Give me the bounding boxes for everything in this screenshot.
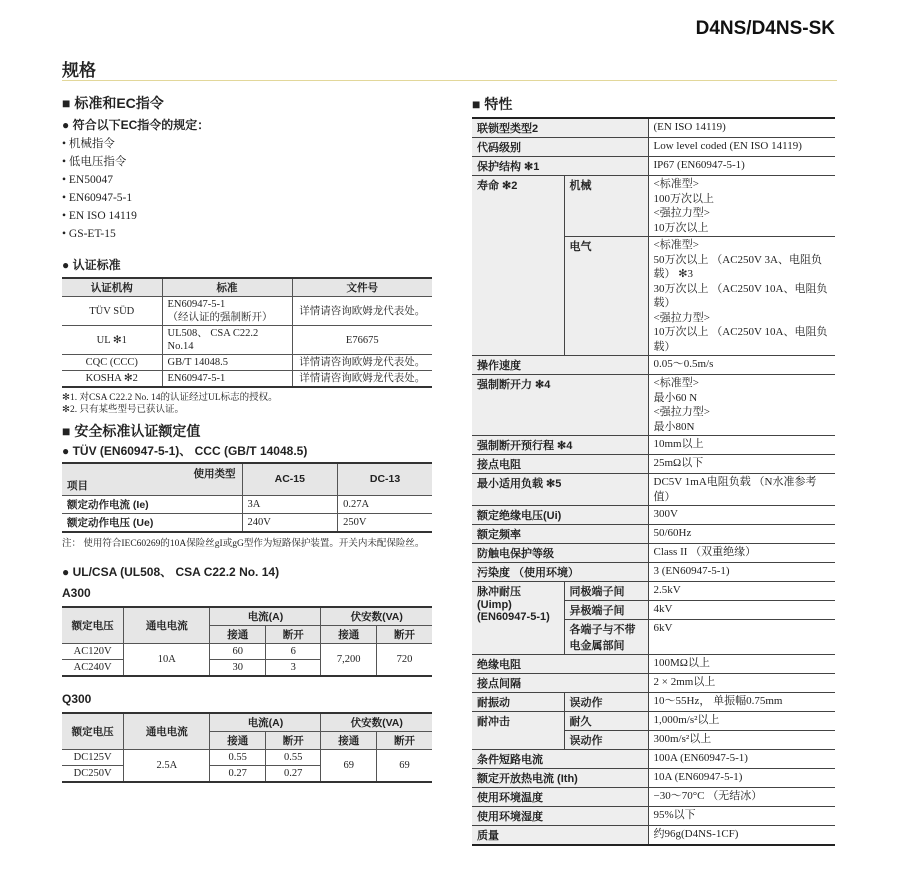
ec-list (62, 135, 434, 243)
spec-row (472, 436, 835, 455)
cert-column-header: 标准 (162, 278, 292, 297)
spec-sublabel: 误动作 (564, 731, 648, 750)
table-row (62, 495, 432, 513)
break-header: 断开 (265, 731, 321, 749)
ec-list-item: • EN ISO 14119 (62, 210, 137, 222)
spec-value: 10～55Hz， 单振幅0.75mm (648, 693, 835, 712)
cert-cell: 详情请咨询欧姆龙代表处。 (292, 355, 432, 371)
spec-value: 4kV (648, 601, 835, 620)
tuv-row-label: 额定动作电压 (Ue) (62, 513, 242, 532)
spec-value: 2.5kV (648, 582, 835, 601)
ul-cell: 30 (210, 659, 266, 676)
cert-table (62, 277, 432, 388)
spec-label: 操作速度 (472, 356, 648, 375)
spec-row (472, 655, 835, 674)
spec-label: 寿命 ✻2 (472, 176, 564, 356)
ul-cell: DC250V (62, 765, 124, 782)
cert-heading: ● 认证标准 (62, 258, 121, 272)
tuv-corner-header (62, 463, 242, 495)
safety-heading: ■ 安全标准认证额定值 (62, 423, 201, 439)
ampere-header: 电流(A) (210, 713, 321, 732)
ul-cell: 3 (265, 659, 321, 676)
spec-row (472, 788, 835, 807)
cert-cell: 详情请咨询欧姆龙代表处。 (292, 297, 432, 326)
spec-label: 联锁型类型2 (472, 118, 648, 138)
spec-label: 耐冲击 (472, 712, 564, 750)
spec-label: 质量 (472, 826, 648, 846)
fuse-note: 注： 使用符合IEC60269的10A保险丝gI或gG型作为短路保护装置。开关内未配保险丝。 (62, 538, 425, 549)
spec-sublabel: 各端子与不带电金属部间 (564, 620, 648, 655)
ec-list-item: • EN60947-5-1 (62, 192, 133, 204)
spec-row (472, 674, 835, 693)
spec-value: <标准型> 50万次以上 （AC250V 3A、电阻负载） ✻3 30万次以上 （AC250V 10A、电阻负载） <强拉力型> 10万次以上 （AC250V 10A、电阻负载） (648, 237, 835, 356)
spec-value: 2 × 2mm以上 (648, 674, 835, 693)
table-row (62, 326, 432, 355)
cert-notes (62, 392, 434, 416)
make-header: 接通 (210, 625, 266, 643)
cert-cell: GB/T 14048.5 (162, 355, 292, 371)
spec-value: 50/60Hz (648, 525, 835, 544)
model-name: D4NS/D4NS-SK (695, 18, 835, 39)
spec-sublabel: 异极端子间 (564, 601, 648, 620)
table-row (62, 513, 432, 532)
ampere-header: 电流(A) (210, 607, 321, 626)
spec-label: 额定绝缘电压(Ui) (472, 506, 648, 525)
spec-value: 25mΩ以下 (648, 455, 835, 474)
spec-value: 6kV (648, 620, 835, 655)
table-row (62, 371, 432, 388)
tuv-header-row (62, 463, 432, 495)
break-header: 断开 (376, 625, 432, 643)
spec-value: 约96g(D4NS-1CF) (648, 826, 835, 846)
table-row (62, 297, 432, 326)
ec-list-item: • 机械指令 (62, 138, 115, 150)
spec-row (472, 356, 835, 375)
table-row (62, 643, 432, 659)
ul-table (62, 712, 432, 783)
spec-value: −30～70°C （无结冰） (648, 788, 835, 807)
spec-value: 3 (EN60947-5-1) (648, 563, 835, 582)
make-header: 接通 (321, 625, 377, 643)
ec-subheading: ● 符合以下EC指令的规定： (62, 118, 210, 132)
spec-row (472, 157, 835, 176)
spec-table (472, 117, 835, 846)
cert-cell: EN60947-5-1 (162, 371, 292, 388)
spec-label: 条件短路电流 (472, 750, 648, 769)
spec-label: 脉冲耐压 (Uimp) (EN60947-5-1) (472, 582, 564, 655)
tuv-table-wrap (62, 462, 434, 533)
cert-table-wrap (62, 277, 434, 388)
ul-cell: 0.55 (210, 749, 266, 765)
spec-value: <标准型> 100万次以上 <强拉力型> 10万次以上 (648, 176, 835, 237)
spec-row (472, 563, 835, 582)
break-header: 断开 (376, 731, 432, 749)
spec-value: DC5V 1mA电阻负载 （N水准参考值） (648, 474, 835, 506)
tuv-row-label: 额定动作电流 (Ie) (62, 495, 242, 513)
ul-cell: 0.27 (210, 765, 266, 782)
make-header: 接通 (321, 731, 377, 749)
a300-wrap (62, 585, 434, 677)
ec-list-item: • EN50047 (62, 174, 113, 186)
rated-voltage-header: 额定电压 (62, 607, 124, 644)
left-column (62, 94, 434, 783)
ul-cell: AC240V (62, 659, 124, 676)
cert-cell: 详情请咨询欧姆龙代表处。 (292, 371, 432, 388)
ul-heading: ● UL/CSA (UL508、 CSA C22.2 No. 14) (62, 564, 280, 579)
ul-cell: 69 (321, 749, 377, 782)
spec-row (472, 693, 835, 712)
cert-column-header: 认证机构 (62, 278, 162, 297)
ul-cell: 720 (376, 643, 432, 676)
cert-header-row (62, 278, 432, 297)
spec-label: 使用环境温度 (472, 788, 648, 807)
spec-row (472, 544, 835, 563)
ul-table (62, 606, 432, 677)
tuv-heading: ● TÜV (EN60947-5-1)、 CCC (GB/T 14048.5) (62, 444, 308, 458)
ul-cell: 10A (124, 643, 210, 676)
tuv-table (62, 462, 432, 533)
cert-cell: CQC (CCC) (62, 355, 162, 371)
tuv-column-header: DC-13 (338, 463, 432, 495)
ec-list-item: • 低电压指令 (62, 156, 127, 168)
spec-label: 额定开放热电流 (Ith) (472, 769, 648, 788)
spec-row (472, 138, 835, 157)
tuv-value: 240V (242, 513, 338, 532)
spec-row (472, 750, 835, 769)
va-header: 伏安数(VA) (321, 713, 432, 732)
cert-cell: TÜV SÜD (62, 297, 162, 326)
cert-cell: KOSHA ✻2 (62, 371, 162, 388)
rated-voltage-header: 额定电压 (62, 713, 124, 750)
title-divider (62, 80, 837, 81)
spec-value: 10A (EN60947-5-1) (648, 769, 835, 788)
spec-value: 95%以下 (648, 807, 835, 826)
spec-heading: ■ 特性 (472, 96, 513, 112)
usage-type-label: 使用类型 (193, 468, 236, 480)
ul-table-name: A300 (62, 585, 91, 600)
spec-row (472, 826, 835, 846)
spec-label: 强制断开力 ✻4 (472, 375, 648, 436)
tuv-column-header: AC-15 (242, 463, 338, 495)
spec-value: Low level coded (EN ISO 14119) (648, 138, 835, 157)
spec-row (472, 712, 835, 731)
spec-label: 耐振动 (472, 693, 564, 712)
tuv-value: 3A (242, 495, 338, 513)
spec-row (472, 525, 835, 544)
ul-header-row (62, 713, 432, 732)
cert-note: ✻1. 对CSA C22.2 No. 14的认证经过UL标志的授权。 (62, 393, 278, 403)
table-row (62, 355, 432, 371)
ul-cell: 0.55 (265, 749, 321, 765)
spec-label: 使用环境湿度 (472, 807, 648, 826)
spec-sublabel: 同极端子间 (564, 582, 648, 601)
tuv-value: 250V (338, 513, 432, 532)
spec-value: Class II （双重绝缘） (648, 544, 835, 563)
spec-value: 0.05～0.5m/s (648, 356, 835, 375)
page-title: 规格 (62, 61, 96, 80)
spec-row (472, 118, 835, 138)
spec-value: 300m/s²以上 (648, 731, 835, 750)
ul-cell: DC125V (62, 749, 124, 765)
spec-label: 接点电阻 (472, 455, 648, 474)
cert-column-header: 文件号 (292, 278, 432, 297)
ul-cell: 7,200 (321, 643, 377, 676)
spec-sublabel: 机械 (564, 176, 648, 237)
spec-row (472, 582, 835, 601)
cert-cell: E76675 (292, 326, 432, 355)
tuv-value: 0.27A (338, 495, 432, 513)
table-row (62, 749, 432, 765)
spec-value: 10mm以上 (648, 436, 835, 455)
break-header: 断开 (265, 625, 321, 643)
spec-value: (EN ISO 14119) (648, 118, 835, 138)
spec-label: 防触电保护等级 (472, 544, 648, 563)
spec-label: 污染度 （使用环境） (472, 563, 648, 582)
cert-cell: EN60947-5-1 （经认证的强制断开） (162, 297, 292, 326)
spec-value: 100MΩ以上 (648, 655, 835, 674)
current-header: 通电电流 (124, 713, 210, 750)
ul-cell: 2.5A (124, 749, 210, 782)
spec-row (472, 769, 835, 788)
va-header: 伏安数(VA) (321, 607, 432, 626)
ec-heading: ■ 标准和EC指令 (62, 95, 164, 111)
make-header: 接通 (210, 731, 266, 749)
spec-label: 额定频率 (472, 525, 648, 544)
spec-row (472, 455, 835, 474)
spec-row (472, 375, 835, 436)
spec-value: <标准型> 最小60 N <强拉力型> 最小80N (648, 375, 835, 436)
spec-value: 1,000m/s²以上 (648, 712, 835, 731)
item-label: 项目 (67, 479, 88, 492)
spec-value: IP67 (EN60947-5-1) (648, 157, 835, 176)
ul-header-row (62, 607, 432, 626)
ec-list-item: • GS-ET-15 (62, 228, 116, 240)
spec-label: 强制断开预行程 ✻4 (472, 436, 648, 455)
spec-label: 接点间隔 (472, 674, 648, 693)
current-header: 通电电流 (124, 607, 210, 644)
ul-cell: 0.27 (265, 765, 321, 782)
spec-row (472, 807, 835, 826)
spec-sublabel: 耐久 (564, 712, 648, 731)
spec-row (472, 176, 835, 237)
ul-cell: 69 (376, 749, 432, 782)
ul-table-name: Q300 (62, 691, 92, 706)
cert-cell: UL ✻1 (62, 326, 162, 355)
spec-label: 代码级别 (472, 138, 648, 157)
spec-label: 绝缘电阻 (472, 655, 648, 674)
spec-value: 100A (EN60947-5-1) (648, 750, 835, 769)
spec-sublabel: 误动作 (564, 693, 648, 712)
ul-cell: 60 (210, 643, 266, 659)
spec-row (472, 474, 835, 506)
ul-cell: 6 (265, 643, 321, 659)
spec-sublabel: 电气 (564, 237, 648, 356)
spec-label: 最小适用负载 ✻5 (472, 474, 648, 506)
spec-row (472, 506, 835, 525)
q300-wrap (62, 691, 434, 783)
spec-label: 保护结构 ✻1 (472, 157, 648, 176)
cert-cell: UL508、 CSA C22.2 No.14 (162, 326, 292, 355)
ul-cell: AC120V (62, 643, 124, 659)
spec-value: 300V (648, 506, 835, 525)
cert-note: ✻2. 只有某些型号已获认证。 (62, 405, 184, 415)
